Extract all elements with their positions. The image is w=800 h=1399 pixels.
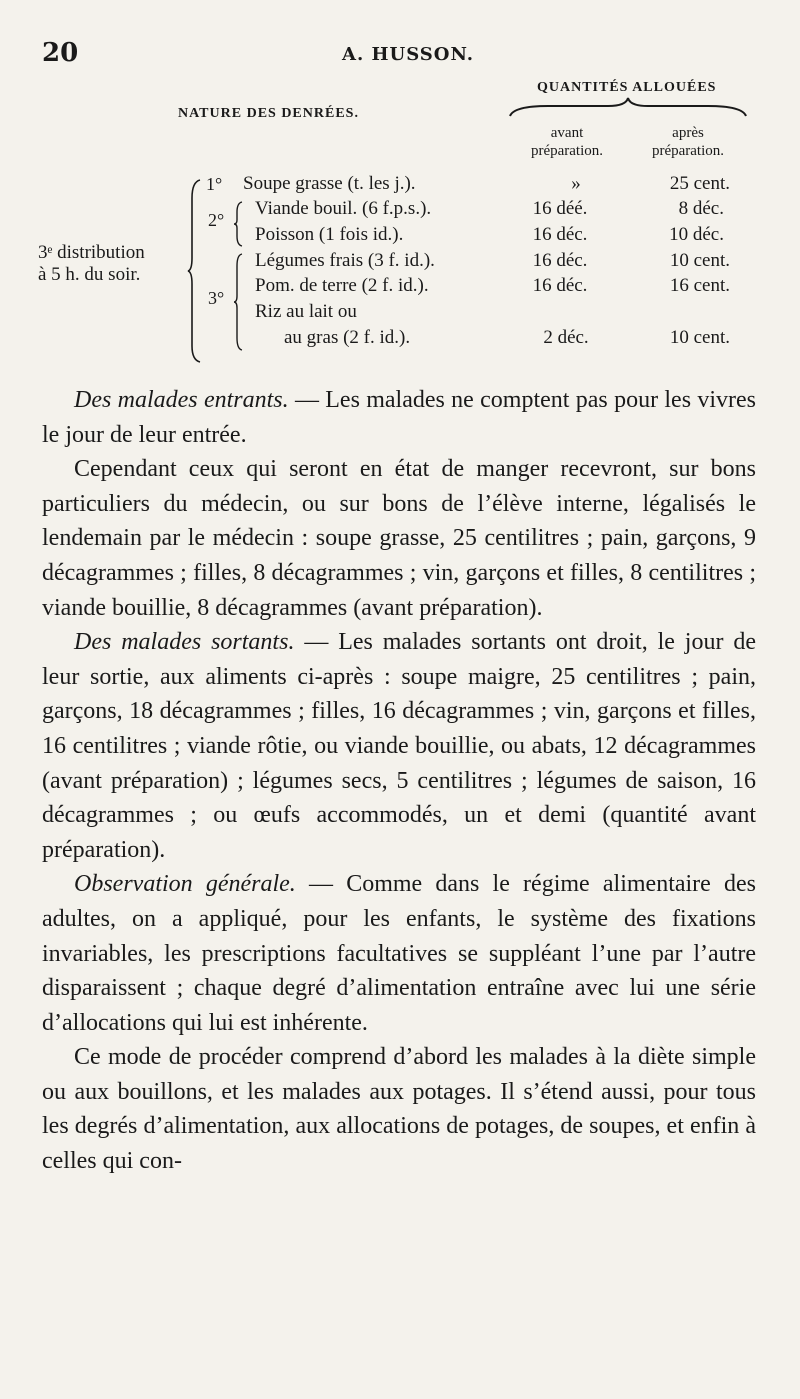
table-row-apres: 10 cent. xyxy=(669,327,730,348)
table-row-avant: 16 déé. xyxy=(532,198,588,219)
apres-header-line1: après xyxy=(672,125,704,141)
bracket-3 xyxy=(232,252,244,352)
distribution-label xyxy=(38,242,145,286)
row-number: 2° xyxy=(208,210,225,230)
apres-column-header xyxy=(636,124,740,160)
table-row-apres: 16 cent. xyxy=(669,275,730,296)
paragraph-text: — Les malades sortants ont droit, le jour de leur sortie, aux aliments ci-après : soupe maigre, 25 centilitres ; pain, garçons, 18 décagrammes ; filles, 16 décagrammes ; vin, garçons et filles, 16 centilitres ; viande rôtie, ou viande bouillie, ou abats, 12 décagrammes (avant préparation) ; légumes secs, 5 centilitres ; légumes de saison, 16 décagrammes ; ou œufs accommodés, un et demi (quantité avant préparation). xyxy=(42,629,757,863)
table-row-item: Poisson (1 fois id.). xyxy=(255,224,404,245)
outer-bracket xyxy=(186,178,202,364)
table-row-apres: 10 cent. xyxy=(669,250,730,271)
bracket-2 xyxy=(232,200,244,248)
table-row-avant: 16 déc. xyxy=(532,275,588,296)
paragraph xyxy=(42,1040,756,1178)
nature-column-header: NATURE DES DENRÉES. xyxy=(178,106,359,121)
rations-table xyxy=(0,80,800,380)
paragraph-heading: Des malades sortants. xyxy=(74,629,295,656)
table-row-item: Riz au lait ou xyxy=(255,301,357,322)
row-number: 1° xyxy=(206,174,223,194)
table-row-apres: 10 déc. xyxy=(669,224,724,245)
table-row-item: Légumes frais (3 f. id.). xyxy=(255,250,435,271)
paragraph xyxy=(42,867,756,1040)
avant-column-header xyxy=(512,124,622,160)
paragraph-text: Ce mode de procéder comprend d’abord les malades à la diète simple ou aux bouillons, et les malades aux potages. Il s’étend aussi, pour tous les degrés d’alimentation, aux allocations de potages, de soupes, et enfin à celles qui con- xyxy=(42,1044,756,1175)
table-row-item: au gras (2 f. id.). xyxy=(284,327,411,348)
page-header xyxy=(42,38,762,78)
table-row-apres: 25 cent. xyxy=(669,173,730,194)
paragraph-heading: Observation générale. xyxy=(74,871,296,898)
apres-header-line2: préparation. xyxy=(651,143,725,159)
paragraph xyxy=(42,383,756,452)
quantities-brace xyxy=(508,94,748,118)
paragraph-heading: Des malades entrants. xyxy=(74,387,289,413)
table-row-apres: 8 déc. xyxy=(678,198,724,219)
paragraph-text: — Comme dans le régime alimentaire des adultes, on a appliqué, pour les enfants, le système des fixations invariables, les prescriptions facultatives se suppléant l’une par l’autre disparaissent ; chaque degré d’alimentation entraîne avec lui une série d’allocations qui lui est inhérente. xyxy=(42,871,756,1036)
paragraph-text: Cependant ceux qui seront en état de manger recevront, sur bons particuliers du médecin, ou sur bons de l’élève interne, légalisés le lendemain par le médecin : soupe grasse, 25 centilitres ; pain, garçons, 9 décagrammes ; filles, 8 décagrammes ; vin, garçons et filles, 8 centilitres ; viande bouillie, 8 décagrammes (avant préparation). xyxy=(42,456,756,621)
quantities-column-header: QUANTITÉS ALLOUÉES xyxy=(537,80,717,95)
avant-header-line1: avant xyxy=(550,125,584,141)
table-row-item: Soupe grasse (t. les j.). xyxy=(243,173,416,194)
table-row-avant: 16 déc. xyxy=(532,224,588,245)
table-row-item: Pom. de terre (2 f. id.). xyxy=(255,275,429,296)
paragraph xyxy=(42,625,756,867)
table-row-item: Viande bouil. (6 f.p.s.). xyxy=(255,198,432,219)
page-number: 20 xyxy=(42,38,79,68)
body-text xyxy=(42,383,756,1179)
distribution-line1: 3ᵉ distribution xyxy=(38,242,145,263)
table-row-avant: 2 déc. xyxy=(543,327,589,348)
avant-header-line2: préparation. xyxy=(530,143,604,159)
running-head: A. HUSSON. xyxy=(342,44,475,65)
table-row-avant: » xyxy=(571,173,581,194)
paragraph xyxy=(42,452,756,625)
row-number: 3° xyxy=(208,288,225,308)
distribution-line2: à 5 h. du soir. xyxy=(38,264,141,285)
table-row-avant: 16 déc. xyxy=(532,250,588,271)
paragraph-text: — Les malades ne comptent pas pour les vivres le jour de leur entrée. xyxy=(42,387,757,448)
